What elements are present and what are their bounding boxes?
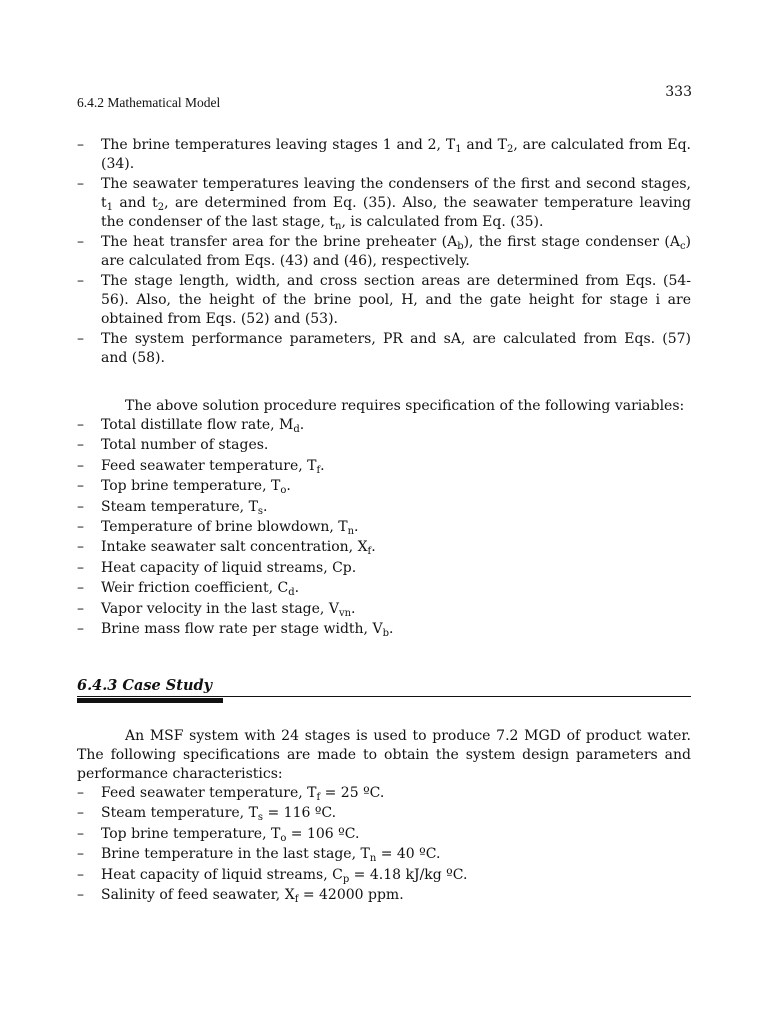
dash-marker: –	[77, 600, 84, 617]
case-study-paragraph: An MSF system with 24 stages is used to produce 7.2 MGD of product water. The following specifications are made to obtain the system design parameters and performance characteristics:	[77, 728, 691, 782]
item-text: .	[354, 518, 359, 535]
subscript: f	[316, 792, 321, 803]
subscript: b	[382, 627, 389, 639]
list-item	[77, 272, 691, 329]
solution-steps-list	[77, 136, 691, 368]
item-text: = 106 ºC.	[286, 825, 360, 842]
item-text: and T	[461, 137, 507, 153]
item-text: Brine temperature in the last stage, T	[101, 846, 370, 863]
item-text: .	[388, 620, 394, 637]
dash-marker: –	[77, 559, 84, 576]
section-title: 6.4.3 Case Study	[77, 677, 213, 694]
dash-marker: –	[77, 417, 84, 433]
subscript: 1	[455, 144, 462, 155]
item-text: Vapor velocity in the last stage, V	[101, 600, 339, 617]
list-item	[77, 825, 691, 844]
dash-marker: –	[77, 580, 84, 597]
item-text: .	[299, 417, 305, 433]
subscript: d	[288, 587, 295, 599]
dash-marker: –	[77, 478, 84, 495]
page-number: 333	[665, 84, 692, 100]
item-text: Weir friction coefficient, C	[101, 580, 289, 597]
subscript: s	[257, 812, 264, 824]
list-item	[77, 538, 691, 557]
subscript: p	[342, 873, 350, 885]
item-text: Feed seawater temperature, T	[101, 785, 317, 801]
item-text: ) are calculated from Eqs. (43) and (46), respectively.	[101, 234, 692, 269]
subscript: o	[280, 485, 287, 497]
item-text: .	[320, 457, 325, 474]
dash-marker: –	[77, 785, 84, 801]
subscript: 2	[157, 202, 165, 213]
dash-marker: –	[77, 518, 84, 535]
dash-marker: –	[77, 825, 84, 842]
dash-marker: –	[77, 498, 84, 515]
section-rule	[77, 696, 691, 697]
item-text: Top brine temperature, T	[101, 478, 281, 495]
item-text: Steam temperature, T	[101, 805, 258, 822]
solution-steps-block	[77, 136, 691, 369]
subscript: d	[293, 424, 300, 435]
item-text: = 40 ºC.	[376, 846, 441, 863]
list-item	[77, 416, 691, 435]
subscript: o	[280, 832, 287, 844]
list-item	[77, 518, 691, 537]
item-text: Heat capacity of liquid streams, Cp.	[101, 559, 357, 576]
subscript: 2	[506, 144, 514, 155]
subscript: n	[347, 525, 355, 537]
subscript: f	[367, 546, 372, 558]
list-item	[77, 845, 691, 864]
list-item	[77, 175, 691, 232]
item-text: .	[294, 580, 300, 597]
item-text: The heat transfer area for the brine preheater (A	[101, 234, 458, 250]
list-item	[77, 784, 691, 803]
list-item	[77, 600, 691, 619]
subscript: n	[369, 853, 377, 865]
section-rule-bar	[77, 698, 223, 703]
subscript: s	[257, 505, 264, 517]
list-item	[77, 498, 691, 517]
subscript: c	[679, 241, 686, 252]
list-item	[77, 330, 691, 368]
dash-marker: –	[77, 176, 84, 192]
item-text: Salinity of feed seawater, X	[101, 886, 295, 903]
dash-marker: –	[77, 539, 84, 556]
dash-marker: –	[77, 234, 84, 250]
item-text: , are determined from Eq. (35). Also, the seawater temperature leaving the condenser of the last stage, t	[101, 195, 691, 230]
dash-marker: –	[77, 805, 84, 822]
item-text: Brine mass flow rate per stage width, V	[101, 620, 383, 637]
dash-marker: –	[77, 437, 84, 454]
item-text: Heat capacity of liquid streams, C	[101, 866, 343, 883]
subscript: 1	[106, 202, 114, 213]
variables-list	[77, 416, 691, 639]
dash-marker: –	[77, 457, 84, 474]
item-text: The seawater temperatures leaving the condensers of the first and second stages, t	[101, 176, 691, 211]
item-text: .	[263, 498, 268, 515]
dash-marker: –	[77, 846, 84, 863]
subscript: n	[335, 221, 342, 232]
item-text: = 116 ºC.	[263, 805, 337, 822]
list-item	[77, 620, 691, 639]
item-text: = 25 ºC.	[320, 785, 385, 801]
dash-marker: –	[77, 273, 84, 289]
item-text: The stage length, width, and cross section areas are determined from Eqs. (54-56). Also, the height of the brine pool, H, and the gate height for stage i are obtained from Eqs. (52) and (53).	[101, 273, 691, 327]
list-item	[77, 579, 691, 598]
list-item	[77, 559, 691, 578]
list-item	[77, 233, 691, 271]
item-text: Total number of stages.	[101, 437, 269, 454]
item-text: The brine temperatures leaving stages 1 and 2, T	[101, 137, 456, 153]
list-item	[77, 477, 691, 496]
item-text: ), the first stage condenser (A	[463, 234, 680, 250]
item-text: Steam temperature, T	[101, 498, 258, 515]
list-item	[77, 804, 691, 823]
item-text: Temperature of brine blowdown, T	[101, 518, 348, 535]
item-text: , is calculated from Eq. (35).	[341, 214, 544, 230]
dash-marker: –	[77, 886, 84, 903]
item-text: Total distillate flow rate, M	[101, 417, 294, 433]
dash-marker: –	[77, 620, 84, 637]
item-text: = 4.18 kJ/kg ºC.	[349, 866, 468, 883]
list-item	[77, 136, 691, 174]
subscript: f	[294, 893, 299, 905]
dash-marker: –	[77, 331, 84, 347]
item-text: and t	[113, 195, 158, 211]
item-text: .	[371, 539, 376, 556]
item-text: , are calculated from Eq. (34).	[101, 137, 691, 172]
intro-paragraph: The above solution procedure requires specification of the following variables:	[125, 398, 685, 414]
list-item	[77, 886, 691, 905]
dash-marker: –	[77, 137, 84, 153]
list-item	[77, 866, 691, 885]
item-text: Intake seawater salt concentration, X	[101, 539, 368, 556]
list-item	[77, 457, 691, 476]
variables-block	[77, 397, 691, 640]
running-head: 6.4.2 Mathematical Model	[77, 95, 221, 110]
subscript: f	[316, 464, 321, 476]
item-text: = 42000 ppm.	[298, 886, 404, 903]
list-item	[77, 436, 691, 455]
subscript: b	[457, 241, 464, 252]
specifications-list	[77, 784, 691, 905]
dash-marker: –	[77, 866, 84, 883]
item-text: Top brine temperature, T	[101, 825, 281, 842]
item-text: .	[351, 600, 356, 617]
item-text: The system performance parameters, PR and sA, are calculated from Eqs. (57) and (58).	[101, 331, 691, 366]
subscript: vn	[338, 607, 352, 619]
item-text: .	[286, 478, 291, 495]
case-study-block	[77, 727, 691, 906]
item-text: Feed seawater temperature, T	[101, 457, 317, 474]
